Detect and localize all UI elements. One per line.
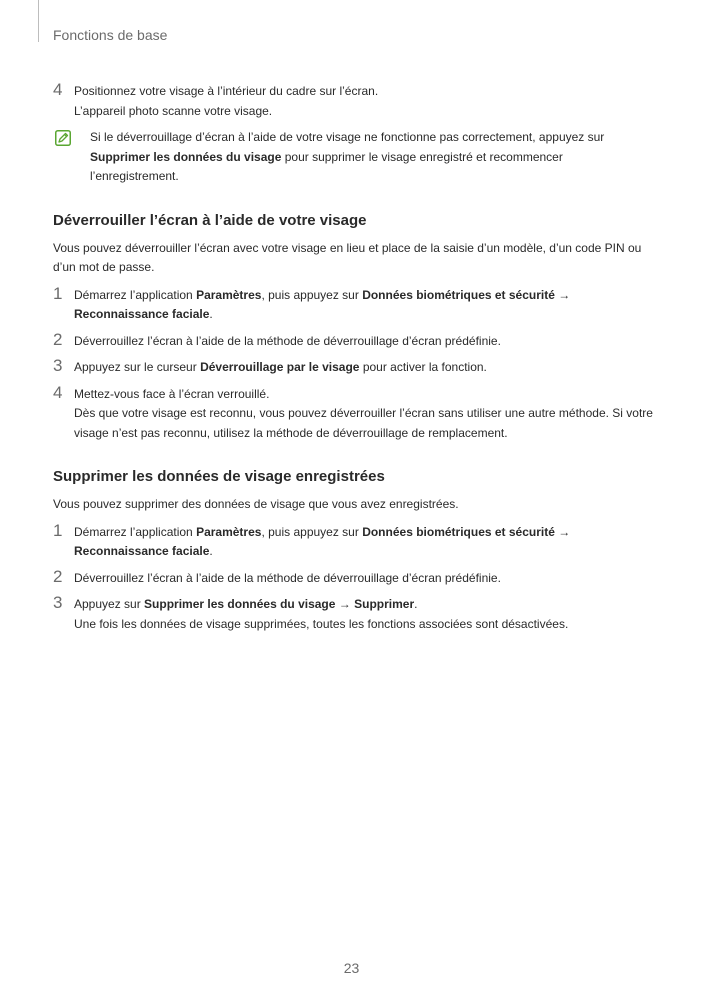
section-intro-delete: Vous pouvez supprimer des données de visage que vous avez enregistrées. [53,497,459,511]
unlock-step-2 [53,329,653,352]
step-number: 2 [53,566,63,586]
step-number: 1 [53,520,63,540]
step-number: 2 [53,329,63,349]
running-header: Fonctions de base [53,27,168,43]
step-text: Déverrouillez l’écran à l’aide de la méthode de déverrouillage d’écran prédéfinie. [74,333,501,348]
step-text: Démarrez l’application Paramètres, puis appuyez sur Données biométriques et sécurité → Reconnaissance faciale. [74,524,571,558]
step-number: 4 [53,382,63,402]
section-title-delete: Supprimer les données de visage enregistrées [53,468,385,485]
step-number: 4 [53,80,63,99]
step-number: 1 [53,283,63,303]
delete-step-2 [53,566,653,589]
unlock-step-4 [53,382,653,444]
note-text: Si le déverrouillage d’écran à l’aide de votre visage ne fonctionne pas correctement, appuyez sur Supprimer les données du visage pour supprimer le visage enregistré et recommencer l’enregistrement. [90,130,605,183]
step-subtext: L’appareil photo scanne votre visage. [74,103,273,118]
delete-step-1 [53,520,653,562]
section-title-unlock: Déverrouiller l’écran à l’aide de votre visage [53,211,367,229]
step-text: Appuyez sur Supprimer les données du visage → Supprimer. [74,597,418,611]
step-subtext: Dès que votre visage est reconnu, vous pouvez déverrouiller l’écran sans utiliser une autre méthode. Si votre visage n’est pas reconnu, utilisez la méthode de déverrouillage de remplacement. [74,406,653,440]
step-text: Déverrouillez l’écran à l’aide de la méthode de déverrouillage d’écran prédéfinie. [74,570,501,585]
note-bold-term: Supprimer les données du visage [90,149,282,164]
step-text: Mettez-vous face à l’écran verrouillé. [74,386,270,401]
note-box [53,128,653,187]
unlock-step-3 [53,358,653,378]
step-text: Positionnez votre visage à l’intérieur du cadre sur l’écran. [74,84,379,98]
step-text: Démarrez l’application Paramètres, puis appuyez sur Données biométriques et sécurité → Reconnaissance faciale. [74,287,571,321]
delete-step-3 [53,595,653,634]
note-pencil-icon [55,130,71,146]
page-content [53,82,653,634]
step-number: 3 [53,593,63,612]
step-text: Appuyez sur le curseur Déverrouillage par le visage pour activer la fonction. [74,360,487,374]
page-number: 23 [343,960,360,976]
unlock-step-1 [53,283,653,325]
section-intro-unlock: Vous pouvez déverrouiller l’écran avec votre visage en lieu et place de la saisie d’un modèle, d’un code PIN ou d’un mot de passe. [53,240,642,274]
step-number: 3 [53,356,63,375]
step-subtext: Une fois les données de visage supprimées, toutes les fonctions associées sont désactivées. [74,616,569,631]
header-divider [38,0,39,42]
intro-step [53,82,653,121]
